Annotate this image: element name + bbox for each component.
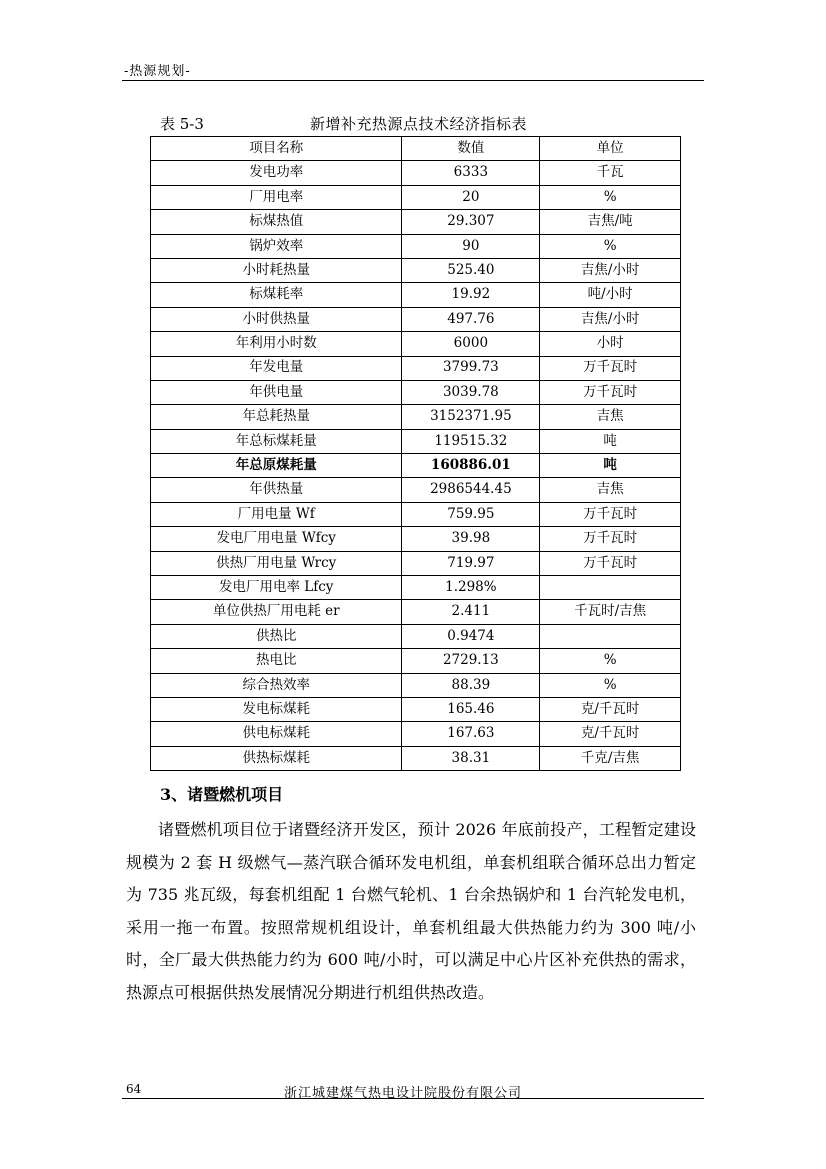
table-cell-unit: % [540,234,681,258]
table-cell-unit: 小时 [540,332,681,356]
table-cell-value: 3799.73 [402,356,540,380]
table-cell-unit: 万千瓦时 [540,356,681,380]
table-cell-value: 6000 [402,332,540,356]
table-cell-value: 88.39 [402,673,540,697]
table-cell-unit: 吉焦/吨 [540,210,681,234]
table-cell-unit: 吉焦 [540,405,681,429]
table-cell-unit: % [540,673,681,697]
table-cell-item: 发电功率 [151,161,402,185]
table-cell-unit: 千克/吉焦 [540,746,681,770]
table-cell-value: 2729.13 [402,649,540,673]
table-number: 表 5-3 [160,115,204,133]
column-header: 单位 [540,137,681,161]
table-cell-unit [540,624,681,648]
table-title: 新增补充热源点技术经济指标表 [310,115,528,133]
table-cell-value: 160886.01 [402,454,540,478]
table-cell-unit: 万千瓦时 [540,380,681,404]
table-cell-value: 3039.78 [402,380,540,404]
table-caption [160,113,700,135]
table-cell-item: 年总原煤耗量 [151,454,402,478]
table-cell-item: 发电厂用电率 Lfcy [151,576,402,600]
table-cell-item: 综合热效率 [151,673,402,697]
table-cell-item: 厂用电率 [151,185,402,209]
table-cell-unit: 吉焦 [540,478,681,502]
column-header: 数值 [402,137,540,161]
table-row [151,649,681,673]
table-row [151,332,681,356]
table-cell-unit [540,576,681,600]
table-cell-value: 759.95 [402,502,540,526]
table-cell-item: 年总标煤耗量 [151,429,402,453]
table-cell-unit: 吉焦/小时 [540,307,681,331]
table-cell-value: 2.411 [402,600,540,624]
table-cell-value: 0.9474 [402,624,540,648]
table-cell-item: 供电标煤耗 [151,722,402,746]
table-cell-unit: 万千瓦时 [540,527,681,551]
table-row [151,722,681,746]
table-cell-unit: 吨/小时 [540,283,681,307]
table-cell-item: 年总耗热量 [151,405,402,429]
table-cell-value: 38.31 [402,746,540,770]
table-cell-value: 29.307 [402,210,540,234]
table-cell-item: 发电厂用电量 Wfcy [151,527,402,551]
table-cell-unit: 克/千瓦时 [540,722,681,746]
table-cell-item: 小时耗热量 [151,258,402,282]
table-row [151,673,681,697]
table-row [151,234,681,258]
table-cell-item: 发电标煤耗 [151,697,402,721]
table-row [151,210,681,234]
page-header: -热源规划- [124,64,191,79]
table-cell-value: 6333 [402,161,540,185]
table-cell-item: 供热标煤耗 [151,746,402,770]
table-cell-item: 标煤耗率 [151,283,402,307]
header-rule [122,80,704,81]
table-cell-unit: 千瓦时/吉焦 [540,600,681,624]
table-row [151,454,681,478]
table-cell-unit: 千瓦 [540,161,681,185]
table-cell-value: 3152371.95 [402,405,540,429]
table-cell-unit: 克/千瓦时 [540,697,681,721]
table-cell-unit: 吨 [540,429,681,453]
table-cell-value: 165.46 [402,697,540,721]
table-row [151,746,681,770]
table-row [151,551,681,575]
table-row [151,502,681,526]
footer-company: 浙江城建煤气热电设计院股份有限公司 [284,1086,523,1101]
page-number: 64 [126,1082,142,1096]
column-header: 项目名称 [151,137,402,161]
table-cell-value: 19.92 [402,283,540,307]
table-cell-item: 厂用电量 Wf [151,502,402,526]
section-heading: 3、诸暨燃机项目 [160,785,284,804]
table-cell-value: 39.98 [402,527,540,551]
table-cell-value: 90 [402,234,540,258]
table-cell-value: 719.97 [402,551,540,575]
table-cell-unit: 万千瓦时 [540,502,681,526]
footer-rule [122,1098,704,1099]
table-cell-unit: % [540,185,681,209]
table-cell-value: 1.298% [402,576,540,600]
table-row [151,405,681,429]
table-cell-value: 119515.32 [402,429,540,453]
section-paragraph: 诸暨燃机项目位于诸暨经济开发区，预计 2026 年底前投产，工程暂定建设规模为 2 套 H 级燃气—蒸汽联合循环发电机组，单套机组联合循环总出力暂定为 735 兆瓦级，每套机组配 1 台燃气轮机、1 台余热锅炉和 1 台汽轮发电机，采用一拖一布置。按照常规机组设计，单套机组最大供热能力约为 300 吨/小时，全厂最大供热能力约为 600 吨/小时，可以满足中心片区补充供热的需求，热源点可根据供热发展情况分期进行机组供热改造。 [126,820,696,1002]
table-row [151,697,681,721]
table-body [151,161,681,771]
table-row [151,283,681,307]
table-cell-item: 年发电量 [151,356,402,380]
table-row [151,576,681,600]
table-cell-value: 167.63 [402,722,540,746]
table-cell-unit: 吨 [540,454,681,478]
table-cell-value: 497.76 [402,307,540,331]
table-cell-item: 年供热量 [151,478,402,502]
table-cell-item: 热电比 [151,649,402,673]
table-row [151,258,681,282]
table-cell-unit: 万千瓦时 [540,551,681,575]
table-row [151,478,681,502]
table-header-row [151,137,681,161]
table-row [151,429,681,453]
table-cell-item: 年利用小时数 [151,332,402,356]
table-cell-value: 20 [402,185,540,209]
table-row [151,356,681,380]
table-cell-item: 供热比 [151,624,402,648]
table-cell-value: 525.40 [402,258,540,282]
table-cell-item: 锅炉效率 [151,234,402,258]
table-cell-item: 标煤热值 [151,210,402,234]
table-cell-item: 单位供热厂用电耗 er [151,600,402,624]
table-row [151,600,681,624]
table-cell-item: 小时供热量 [151,307,402,331]
table-row [151,624,681,648]
tech-econ-table [150,136,681,771]
table-cell-item: 年供电量 [151,380,402,404]
table-cell-item: 供热厂用电量 Wrcy [151,551,402,575]
table-row [151,161,681,185]
table-cell-value: 2986544.45 [402,478,540,502]
table-row [151,185,681,209]
table-row [151,380,681,404]
table-cell-unit: % [540,649,681,673]
table-row [151,307,681,331]
table-row [151,527,681,551]
table-cell-unit: 吉焦/小时 [540,258,681,282]
